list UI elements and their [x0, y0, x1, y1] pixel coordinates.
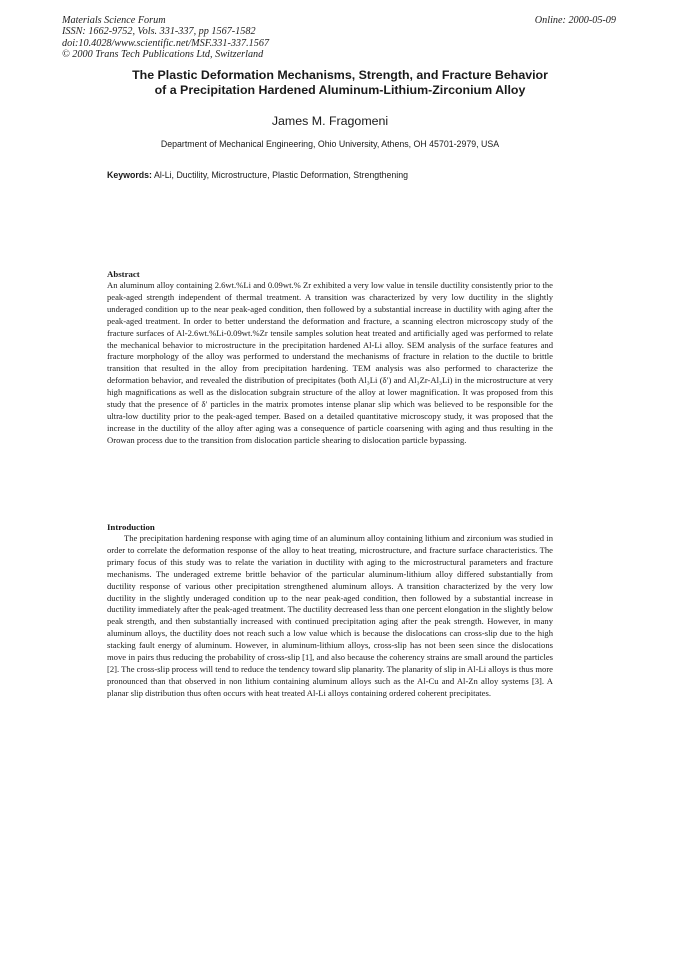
introduction-text: The precipitation hardening response with aging time of an aluminum alloy containing lithium and zirconium was studied in order to correlate the deformation response of the alloy to heat treating, microstructure, and fracture surface characteristics. The primary focus of this study was to relate the variation in ductility with aging to the microstructural parameters and fracture mechanisms. The underaged extreme brittle behavior of the particular aluminum-lithium alloy differed substantially from ductility response of various other precipitation strengthened aluminum alloys. A transition characterized by the very low ductility in the slightly underaged condition up to the near peak-aged condition, then followed by a substantial increase in ductility immediately after the peak-aged treatment. The ductility decreased less than one percent elongation in the slightly below peak strength, and then substantially increased with continued precipitation aging after the peak strength. However, in many aluminum alloys, the ductility does not reach such a low value which is because the dislocations can cross-slip due to the high stacking fault energy of aluminum. However, in aluminum-lithium alloys, cross-slip has not been seen since the dislocations move in pairs thus reducing the probability of cross-slip [1], and also because the coherency strains are small around the particles [2]. The cross-slip process will tend to reduce the tendency toward slip planarity. The planarity of slip in Al-Li alloys is thus more pronounced than that observed in non lithium containing aluminum alloys such as the Al-Cu and Al-Zn alloy systems [3]. A planar slip distribution thus often occurs with heat treated Al-Li alloys containing ordered coherent precipitates.	[107, 533, 553, 698]
paper-title	[80, 68, 600, 98]
abstract-heading: Abstract	[107, 269, 140, 279]
author-name: James M. Fragomeni	[271, 114, 389, 128]
introduction-heading: Introduction	[107, 522, 155, 532]
journal-header	[62, 15, 269, 60]
online-date: Online: 2000-05-09	[534, 15, 616, 26]
keywords-line	[107, 170, 408, 180]
keywords-list: Al-Li, Ductility, Microstructure, Plastic Deformation, Strengthening	[153, 170, 409, 180]
keywords-label: Keywords:	[107, 170, 152, 180]
abstract-text: An aluminum alloy containing 2.6wt.%Li and 0.09wt.% Zr exhibited a very low value in tensile ductility consistently prior to the peak-aged strength independent of thermal treatment. A transition was characterized by very low ductility in the slightly underaged condition up to the near peak-aged condition, then followed by a substantial increase in ductility with aging after the peak-aged treatment. In order to better understand the deformation and fracture, a scanning electron microscopy study of the fracture surfaces of Al-2.6wt.%Li-0.09wt.%Zr tensile samples solution heat treated and artificially aged was performed to relate the mechanical behavior to microstructure in the precipitation hardened Al-Li alloy. SEM analysis of the surface features and fracture morphology of the alloy was performed to understand the mechanisms of fracture in relation to the ductile to brittle transition that resulted in the alloy from precipitation hardening. TEM analysis was also performed to characterize the deformation behavior, and revealed the distribution of precipitates (both Al₃Li (δ′) and Al₃Zr-Al₃Li) in the microstructure at very high magnifications as well as the dislocation subgrain structure of the alloy at lower magnification. It was proposed from this study that the presence of δ′ particles in the matrix promotes intense planar slip which was believed to be responsible for the ultra-low ductility prior to the peak-aged temper. Based on a detailed quantitative microscopy study, it was proposed that the increase in the ductility of the alloy after aging was a consequence of particle coarsening with aging and thus resulting in the Orowan process due to the transition from dislocation particle shearing to dislocation particle bypassing.	[107, 280, 553, 445]
title-line-1: The Plastic Deformation Mechanisms, Strength, and Fracture Behavior	[132, 68, 548, 82]
title-line-2: of a Precipitation Hardened Aluminum-Lithium-Zirconium Alloy	[154, 83, 526, 98]
journal-doi[interactable]: doi:10.4028/www.scientific.net/MSF.331-337.1567	[62, 37, 270, 49]
journal-copyright: © 2000 Trans Tech Publications Ltd, Switzerland	[62, 48, 264, 60]
journal-issn: ISSN: 1662-9752, Vols. 331-337, pp 1567-1582	[62, 26, 256, 38]
journal-name: Materials Science Forum	[62, 15, 166, 26]
affiliation: Department of Mechanical Engineering, Ohio University, Athens, OH 45701-2979, USA	[160, 139, 500, 149]
